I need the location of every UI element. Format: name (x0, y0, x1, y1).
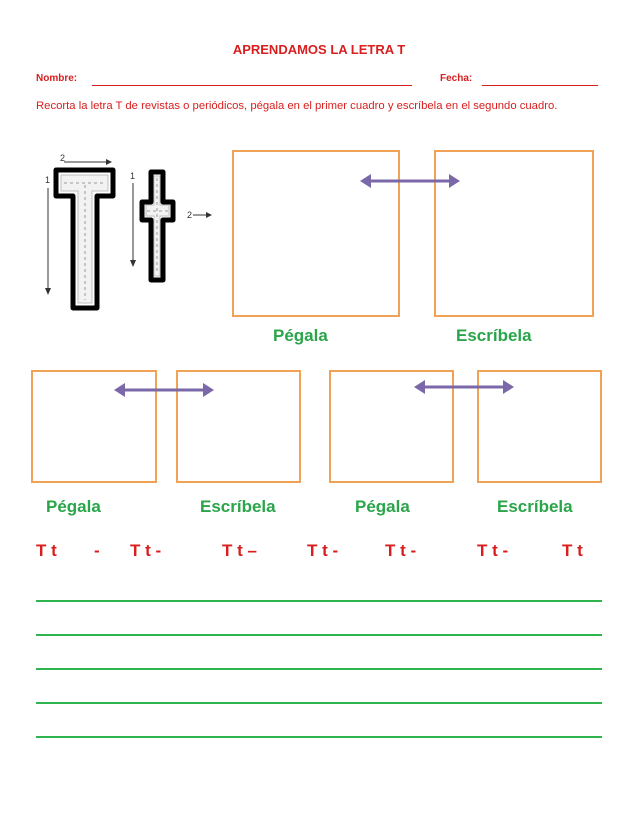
pattern-item: T t - (385, 541, 417, 560)
top-write-label: Escríbela (456, 326, 532, 345)
row-paste-label-1: Pégala (46, 497, 101, 516)
uppercase-t-outline (56, 170, 113, 308)
double-arrow-icon (360, 172, 460, 190)
pattern-item: T t – (222, 541, 257, 560)
double-arrow-icon (414, 378, 514, 396)
name-label: Nombre: (36, 73, 78, 84)
upper-arrow-number: 2 (60, 153, 66, 163)
upper-vertical-number: 1 (45, 175, 51, 185)
double-arrow-icon (114, 381, 214, 399)
pattern-item: T t - (130, 541, 162, 560)
lower-horizontal-arrow-icon (193, 212, 212, 218)
lowercase-t-outline (142, 172, 173, 280)
upper-vertical-arrow-icon (45, 188, 51, 295)
writing-line[interactable] (36, 668, 602, 670)
row-write-label-1: Escríbela (200, 497, 276, 516)
writing-line[interactable] (36, 634, 602, 636)
letter-t-stroke-guide (36, 150, 216, 330)
name-field[interactable] (92, 85, 412, 86)
lower-vertical-arrow-icon (130, 183, 136, 267)
pattern-item: T t (36, 541, 57, 560)
pattern-item: - (94, 541, 100, 560)
top-paste-label: Pégala (273, 326, 328, 345)
worksheet-title: APRENDAMOS LA LETRA T (232, 42, 406, 57)
pattern-item: T t - (477, 541, 509, 560)
writing-line[interactable] (36, 600, 602, 602)
pattern-item: T t (562, 541, 583, 560)
lower-vertical-number: 1 (130, 171, 136, 181)
row-write-label-2: Escríbela (497, 497, 573, 516)
date-field[interactable] (482, 85, 598, 86)
pattern-item: T t - (307, 541, 339, 560)
lower-arrow-number: 2 (187, 210, 193, 220)
writing-line[interactable] (36, 702, 602, 704)
upper-horizontal-arrow-icon (64, 159, 112, 165)
row-paste-label-2: Pégala (355, 497, 410, 516)
date-label: Fecha: (440, 73, 473, 84)
writing-line[interactable] (36, 736, 602, 738)
instructions-text: Recorta la letra T de revistas o periódicos, pégala en el primer cuadro y escríbela en el segundo cuadro. (36, 100, 558, 112)
